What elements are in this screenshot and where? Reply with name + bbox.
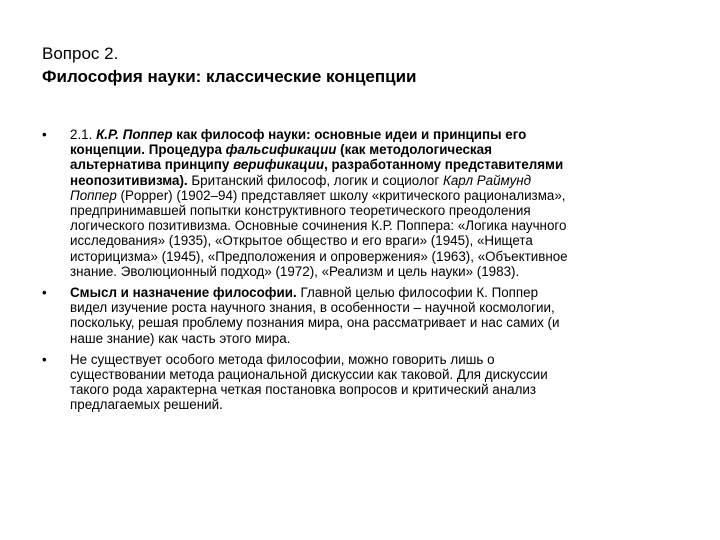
text-line: видел изучение роста научного знания, в особенности – научной космологии,: [70, 300, 555, 316]
text-line: концепции. Процедура фальсификации (как методологическая: [70, 142, 492, 158]
bullet-icon: •: [42, 127, 47, 142]
slide-title: [42, 42, 682, 88]
text-line: Смысл и назначение философии. Главной целью философии К. Поппер: [70, 285, 539, 301]
text-line: историцизма» (1945), «Предположения и опровержения» (1963), «Объективное: [70, 248, 568, 264]
text-line: Поппер (Popper) (1902–94) представляет школу «критического рационализма»,: [70, 187, 566, 203]
text-line: предпринимавшей попытки конструктивного теоретического преодоления: [70, 203, 531, 219]
bullet-item-rational-discussion: [42, 352, 682, 413]
text-line: существовании метода рациональной дискуссии как таковой. Для дискуссии: [70, 367, 548, 383]
bullet-icon: •: [42, 285, 47, 301]
text-line: 2.1. К.Р. Поппер как философ науки: основные идеи и принципы его: [70, 127, 527, 142]
bullet-icon: •: [42, 351, 47, 367]
bullet-item-philosophy-purpose: [42, 285, 682, 346]
text-line: поскольку, решая проблему познания мира, она рассматривает и нас самих (и: [70, 315, 560, 331]
bullet-item-popper-intro: [42, 127, 682, 279]
text-line: предлагаемых решений.: [70, 397, 223, 413]
text-line: логического позитивизма. Основные сочинения К.Р. Поппера: «Логика научного: [70, 218, 567, 234]
title-topic: Философия науки: классические концепции: [42, 67, 417, 86]
bullet-list: [42, 127, 682, 413]
text-line: знание. Эволюционный подход» (1972), «Реализм и цель науки» (1983).: [70, 263, 520, 279]
text-line: альтернатива принципу верификации, разработанному представителями: [70, 157, 564, 173]
text-line: такого рода характерна четкая постановка вопросов и критический анализ: [70, 382, 537, 398]
text-line: неопозитивизма). Британский философ, логик и социолог Карл Раймунд: [70, 172, 532, 188]
text-line: Не существует особого метода философии, можно говорить лишь о: [70, 351, 495, 367]
title-question-number: Вопрос 2.: [42, 44, 119, 63]
text-line: наше знание) как часть этого мира.: [70, 330, 291, 346]
text-line: исследования» (1935), «Открытое общество и его враги» (1945), «Нищета: [70, 233, 533, 249]
